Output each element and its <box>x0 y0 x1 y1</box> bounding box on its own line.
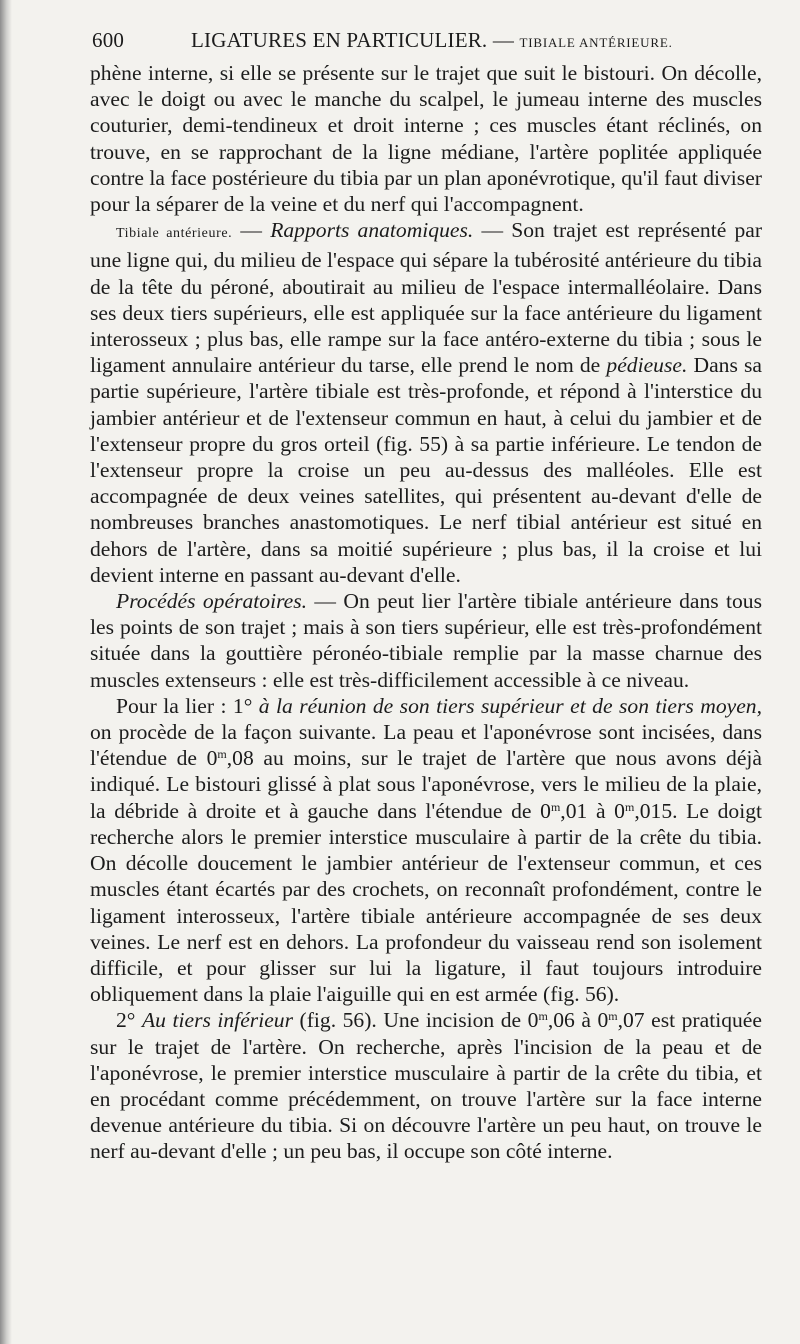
body-text <box>90 60 762 1165</box>
paragraph-5-italic: Au tiers inférieur <box>141 1008 293 1033</box>
paragraph-5-text-b: ,06 à 0 <box>547 1008 609 1033</box>
paragraph-4-text-b: ,08 au moins, sur le trajet de l'artère que nous avons déjà indiqué. Le bistouri glissé à plat sous l'aponévrose, vers le milieu de la plaie, la débride à droite et à gauche dans l'étendue de 0 <box>90 746 762 823</box>
unit-superscript: m <box>608 1009 618 1024</box>
paragraph-5-text-a: (fig. 56). Une incision de 0 <box>292 1008 539 1033</box>
paragraph-5 <box>90 1007 762 1164</box>
paragraph-4-text-c: ,01 à 0 <box>560 798 625 823</box>
term-pedieuse: pédieuse. <box>606 353 688 378</box>
section-heading-tibiale: Tibiale antérieure. <box>116 226 233 242</box>
paragraph-4-lead: Pour la lier : 1° <box>116 693 259 718</box>
paragraph-1: phène interne, si elle se présente sur le trajet que suit le bistouri. On décolle, avec le doigt ou avec le manche du scalpel, le jumeau interne des muscles couturier, demi-tendineux et droit interne ; ces muscles étant réclinés, on trouve, en se rapprochant de la ligne médiane, l'artère poplitée appliquée contre la face postérieure du tibia par un plan aponévrotique, qu'il faut diviser pour la séparer de la veine et du nerf qui l'accompagnent. <box>90 61 762 217</box>
paragraph-2-text-b: Dans sa partie supérieure, l'artère tibiale est très-profonde, et répond à l'interstice du jambier antérieur et de l'extenseur commun en haut, à celui du jambier et de l'extenseur propre du gros orteil (fig. 55) à sa partie inférieure. Le tendon de l'extenseur propre la croise un peu au-dessus des malléoles. Elle est accompagnée de deux veines satellites, qui présentent au-devant d'elle de nombreuses branches anastomotiques. Le nerf tibial antérieur est situé en dehors de l'artère, dans sa moitié supérieure ; plus bas, il la croise et lui devient interne en passant au-devant d'elle. <box>90 353 762 587</box>
unit-superscript: m <box>217 747 227 762</box>
paragraph-5-lead: 2° <box>116 1008 142 1033</box>
header-dash: — <box>487 28 520 52</box>
page-number: 600 <box>92 28 125 52</box>
paragraph-5-text-c: ,07 est pratiquée sur le trajet de l'artère. On recherche, après l'incision de la peau et de l'aponévrose, le premier interstice musculaire à partir de la crête du tibia, et en procédant comme précédemment, on trouve l'artère sur la face interne devenue antérieure du tibia. Si on découvre l'artère un peu haut, on trouve le nerf au-devant d'elle ; un peu bas, il occupe son côté interne. <box>90 1008 762 1164</box>
running-header <box>92 28 692 58</box>
header-subtitle: TIBIALE ANTÉRIEURE. <box>519 35 673 50</box>
paragraph-4-text-d: ,015. Le doigt recherche alors le premier interstice musculaire à partir de la crête du tibia. On décolle doucement le jambier antérieur de l'extenseur commun, et ces muscles étant écartés par des crochets, on reconnaît profondément, contre le ligament interosseux, l'artère tibiale antérieure accompagnée de ses deux veines. Le nerf est en dehors. La profondeur du vaisseau rend son isolement difficile, et pour glisser sur lui la ligature, il faut toujours introduire obliquement dans la plaie l'aiguille qui en est armée (fig. 56). <box>90 798 762 1007</box>
paragraph-4-italic: à la réunion de son tiers supérieur et de son tiers moyen, <box>258 693 763 718</box>
subheading-procedes: Procédés opératoires. <box>116 589 308 614</box>
header-title-group <box>191 28 673 53</box>
unit-superscript: m <box>550 799 561 814</box>
paragraph-2 <box>90 217 762 588</box>
unit-superscript: m <box>538 1009 548 1024</box>
subheading-rapports: Rapports anatomiques. <box>270 218 474 243</box>
paragraph-3-text: — On peut lier l'artère tibiale antérieure dans tous les points de son trajet ; mais à son tiers supérieur, elle est très-profondément située dans la gouttière péronéo-tibiale remplie par la masse charnue des muscles extenseurs : elle est très-difficilement accessible à ce niveau. <box>90 589 762 692</box>
unit-superscript: m <box>624 799 635 814</box>
paragraph-4 <box>90 693 762 1007</box>
paragraph-3 <box>90 588 762 693</box>
header-title: LIGATURES EN PARTICULIER. <box>191 28 488 52</box>
paragraph-4-text-a: on procède de la façon suivante. La peau et l'aponévrose sont incisées, dans l'étendue de 0 <box>90 720 762 771</box>
section-dash: — <box>232 218 271 243</box>
paragraph-2-text-a: — Son trajet est représenté par une ligne qui, du milieu de l'espace qui sépare la tubérosité antérieure du tibia de la tête du péroné, aboutirait au milieu de l'espace intermalléolaire. Dans ses deux tiers supérieurs, elle est appliquée sur la face antérieure du ligament interosseux ; plus bas, elle rampe sur la face antéro-externe du tibia ; sous le ligament annulaire antérieur du tarse, elle prend le nom de <box>90 218 763 378</box>
